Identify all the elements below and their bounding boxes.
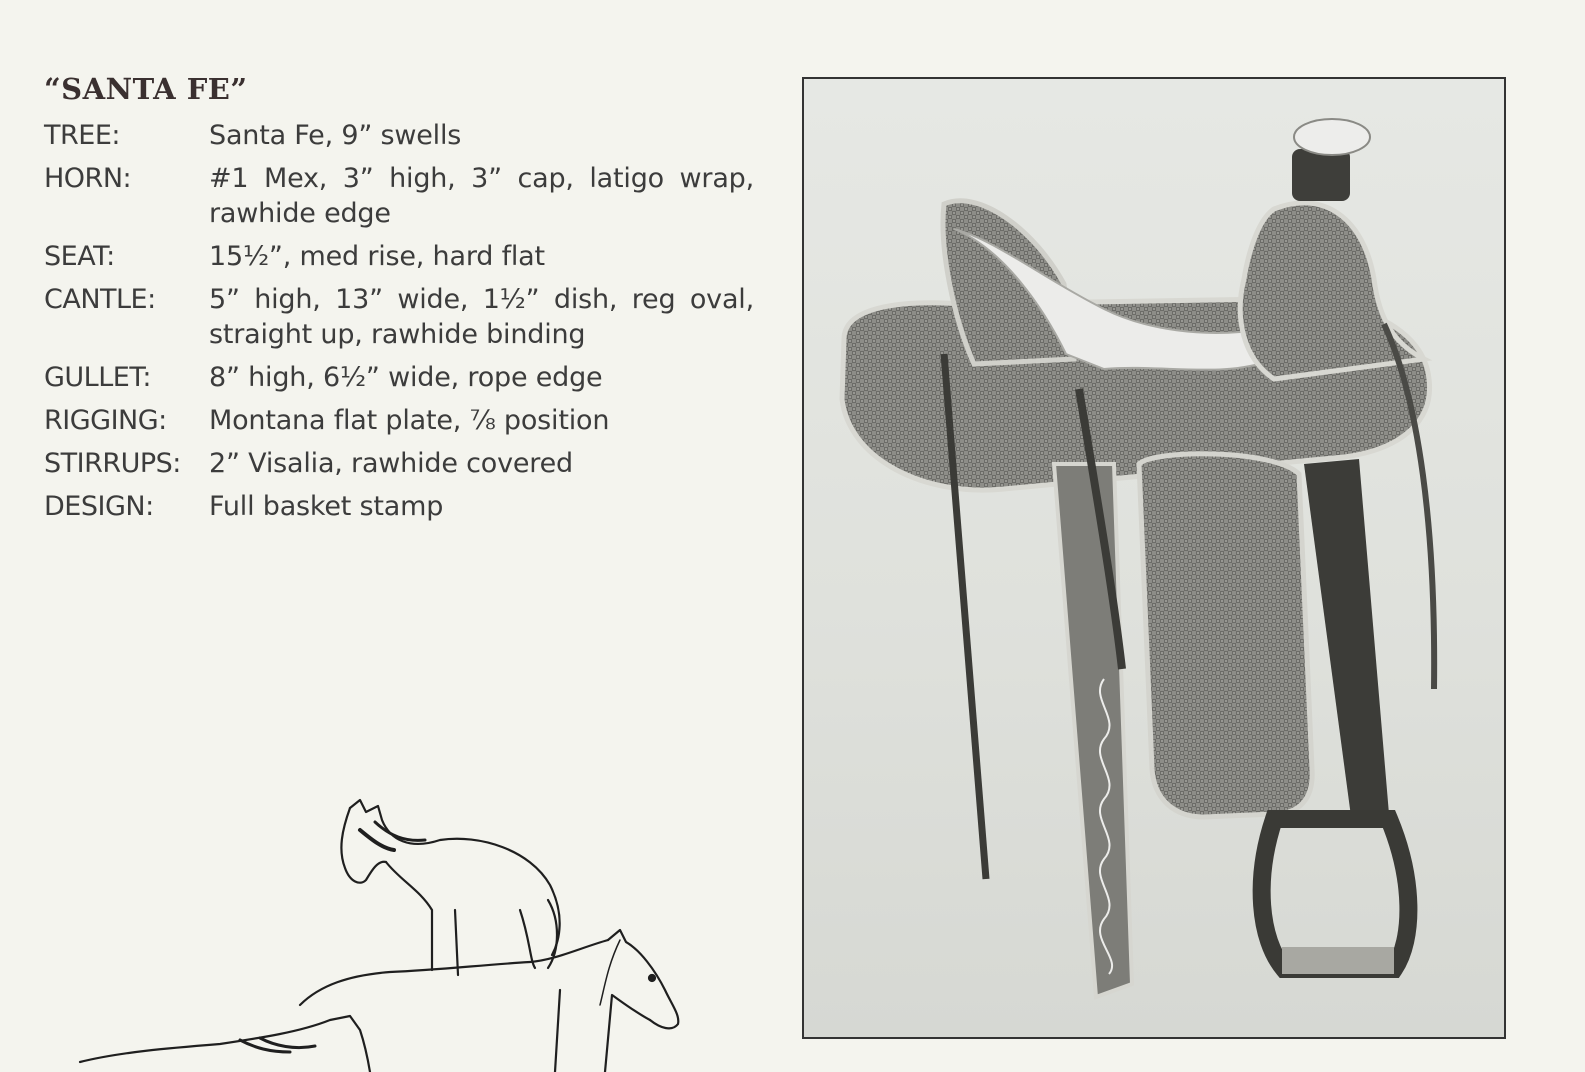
spec-label: SEAT: — [44, 241, 115, 272]
spec-value: 15½”, med rise, hard flat — [209, 241, 545, 272]
spec-value: Montana flat plate, ⅞ position — [209, 405, 610, 436]
spec-row-horn — [44, 161, 754, 231]
spec-label: STIRRUPS: — [44, 448, 181, 479]
spec-label: TREE: — [44, 120, 120, 151]
spec-value: 5” high, 13” wide, 1½” dish, reg oval, straight up, rawhide binding — [209, 284, 754, 350]
spec-list — [44, 118, 754, 532]
spec-value: Santa Fe, 9” swells — [209, 120, 462, 151]
saddle-photo — [802, 77, 1506, 1039]
saddle-title: “SANTA FE” — [44, 72, 248, 106]
spec-value: Full basket stamp — [209, 491, 444, 522]
spec-row-tree — [44, 118, 754, 153]
spec-row-design — [44, 489, 754, 524]
spec-label: RIGGING: — [44, 405, 167, 436]
spec-label: DESIGN: — [44, 491, 154, 522]
spec-label: GULLET: — [44, 362, 151, 393]
spec-value: 2” Visalia, rawhide covered — [209, 448, 573, 479]
spec-row-rigging — [44, 403, 754, 438]
saddle-illustration — [804, 79, 1504, 1037]
spec-value: #1 Mex, 3” high, 3” cap, latigo wrap, rawhide edge — [209, 163, 754, 229]
spec-row-cantle — [44, 282, 754, 352]
spec-row-gullet — [44, 360, 754, 395]
horses-sketch — [60, 790, 700, 1072]
spec-label: HORN: — [44, 163, 132, 194]
spec-row-seat — [44, 239, 754, 274]
spec-value: 8” high, 6½” wide, rope edge — [209, 362, 603, 393]
spec-label: CANTLE: — [44, 284, 156, 315]
spec-row-stirrups — [44, 446, 754, 481]
